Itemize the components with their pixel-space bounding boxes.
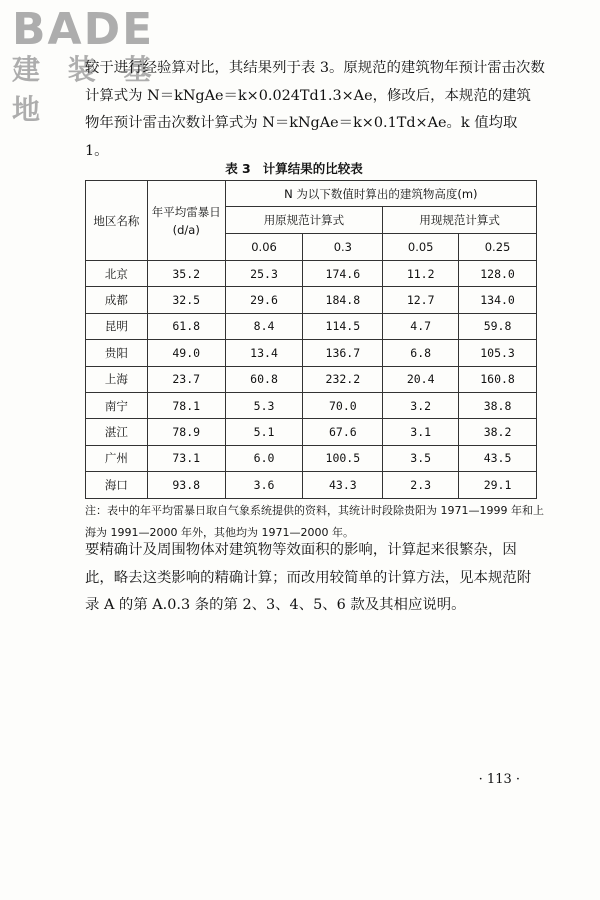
- logo-brand-cn: 建 装 基 地: [12, 53, 161, 126]
- header-old-formula: 用原规范计算式: [225, 207, 383, 234]
- value-cell: 78.1: [147, 392, 225, 418]
- value-cell: 11.2: [383, 261, 459, 287]
- table-row: [86, 445, 537, 471]
- region-cell: 贵阳: [86, 340, 148, 366]
- value-cell: 5.3: [225, 392, 303, 418]
- value-cell: 73.1: [147, 445, 225, 471]
- region-cell: 北京: [86, 261, 148, 287]
- value-cell: 49.0: [147, 340, 225, 366]
- table-note: 注：表中的年平均雷暴日取自气象系统提供的资料，其统计时段除贵阳为 1971—1999 年和上海为 1991—2000 年外，其他均为 1971—2000 年。: [85, 504, 544, 539]
- value-cell: 3.6: [225, 472, 303, 498]
- region-cell: 南宁: [86, 392, 148, 418]
- value-cell: 100.5: [303, 445, 383, 471]
- header-sub-1: 0.06: [225, 234, 303, 261]
- table-caption: [0, 159, 600, 177]
- table-number: 表 3: [225, 161, 251, 176]
- region-cell: 湛江: [86, 419, 148, 445]
- header-sub-3: 0.05: [383, 234, 459, 261]
- paragraph-closing: 要精确计及周围物体对建筑物等效面积的影响，计算起来很繁杂，因此，略去这类影响的精确计算；而改用较简单的计算方法，见本规范附录 A 的第 A.0.3 条的第 2、3、4、5、6 款及其相应说明。: [85, 542, 532, 613]
- table-row: [86, 366, 537, 392]
- value-cell: 35.2: [147, 261, 225, 287]
- value-cell: 38.8: [459, 392, 537, 418]
- value-cell: 6.0: [225, 445, 303, 471]
- logo-brand: BADE: [12, 4, 155, 55]
- value-cell: 2.3: [383, 472, 459, 498]
- header-region: 地区名称: [86, 181, 148, 261]
- value-cell: 38.2: [459, 419, 537, 445]
- table-row: [86, 261, 537, 287]
- value-cell: 3.2: [383, 392, 459, 418]
- header-new-formula: 用现规范计算式: [383, 207, 537, 234]
- value-cell: 78.9: [147, 419, 225, 445]
- value-cell: 43.3: [303, 472, 383, 498]
- value-cell: 5.1: [225, 419, 303, 445]
- value-cell: 184.8: [303, 287, 383, 313]
- value-cell: 43.5: [459, 445, 537, 471]
- value-cell: 70.0: [303, 392, 383, 418]
- region-cell: 海口: [86, 472, 148, 498]
- table-row: [86, 392, 537, 418]
- paragraph-intro: 较于进行经验算对比，其结果列于表 3。原规范的建筑物年预计雷击次数计算式为 N＝kNgAe＝k×0.024Td1.3×Ae，修改后，本规范的建筑物年预计雷击次数计算式为 N＝kNgAe＝k×0.1Td×Ae。k 值均取 1。: [85, 60, 545, 159]
- table-row: [86, 472, 537, 498]
- header-sub-4: 0.25: [459, 234, 537, 261]
- value-cell: 32.5: [147, 287, 225, 313]
- value-cell: 23.7: [147, 366, 225, 392]
- value-cell: 59.8: [459, 313, 537, 339]
- header-building-height: N 为以下数值时算出的建筑物高度(m): [225, 181, 536, 207]
- header-sub-2: 0.3: [303, 234, 383, 261]
- region-cell: 昆明: [86, 313, 148, 339]
- value-cell: 136.7: [303, 340, 383, 366]
- value-cell: 105.3: [459, 340, 537, 366]
- value-cell: 4.7: [383, 313, 459, 339]
- value-cell: 8.4: [225, 313, 303, 339]
- table-row: [86, 313, 537, 339]
- page-number: · 113 ·: [478, 772, 520, 787]
- value-cell: 67.6: [303, 419, 383, 445]
- value-cell: 60.8: [225, 366, 303, 392]
- table-title: 计算结果的比较表: [262, 161, 363, 176]
- value-cell: 3.1: [383, 419, 459, 445]
- value-cell: 25.3: [225, 261, 303, 287]
- value-cell: 6.8: [383, 340, 459, 366]
- value-cell: 3.5: [383, 445, 459, 471]
- value-cell: 134.0: [459, 287, 537, 313]
- value-cell: 114.5: [303, 313, 383, 339]
- value-cell: 13.4: [225, 340, 303, 366]
- value-cell: 61.8: [147, 313, 225, 339]
- region-cell: 成都: [86, 287, 148, 313]
- value-cell: 12.7: [383, 287, 459, 313]
- value-cell: 232.2: [303, 366, 383, 392]
- table-row: [86, 419, 537, 445]
- value-cell: 29.1: [459, 472, 537, 498]
- region-cell: 广州: [86, 445, 148, 471]
- table-row: [86, 340, 537, 366]
- comparison-table: [85, 180, 537, 499]
- value-cell: 29.6: [225, 287, 303, 313]
- value-cell: 128.0: [459, 261, 537, 287]
- value-cell: 20.4: [383, 366, 459, 392]
- value-cell: 160.8: [459, 366, 537, 392]
- value-cell: 174.6: [303, 261, 383, 287]
- table-row: [86, 287, 537, 313]
- region-cell: 上海: [86, 366, 148, 392]
- header-thunder-days: 年平均雷暴日(d/a): [147, 181, 225, 261]
- value-cell: 93.8: [147, 472, 225, 498]
